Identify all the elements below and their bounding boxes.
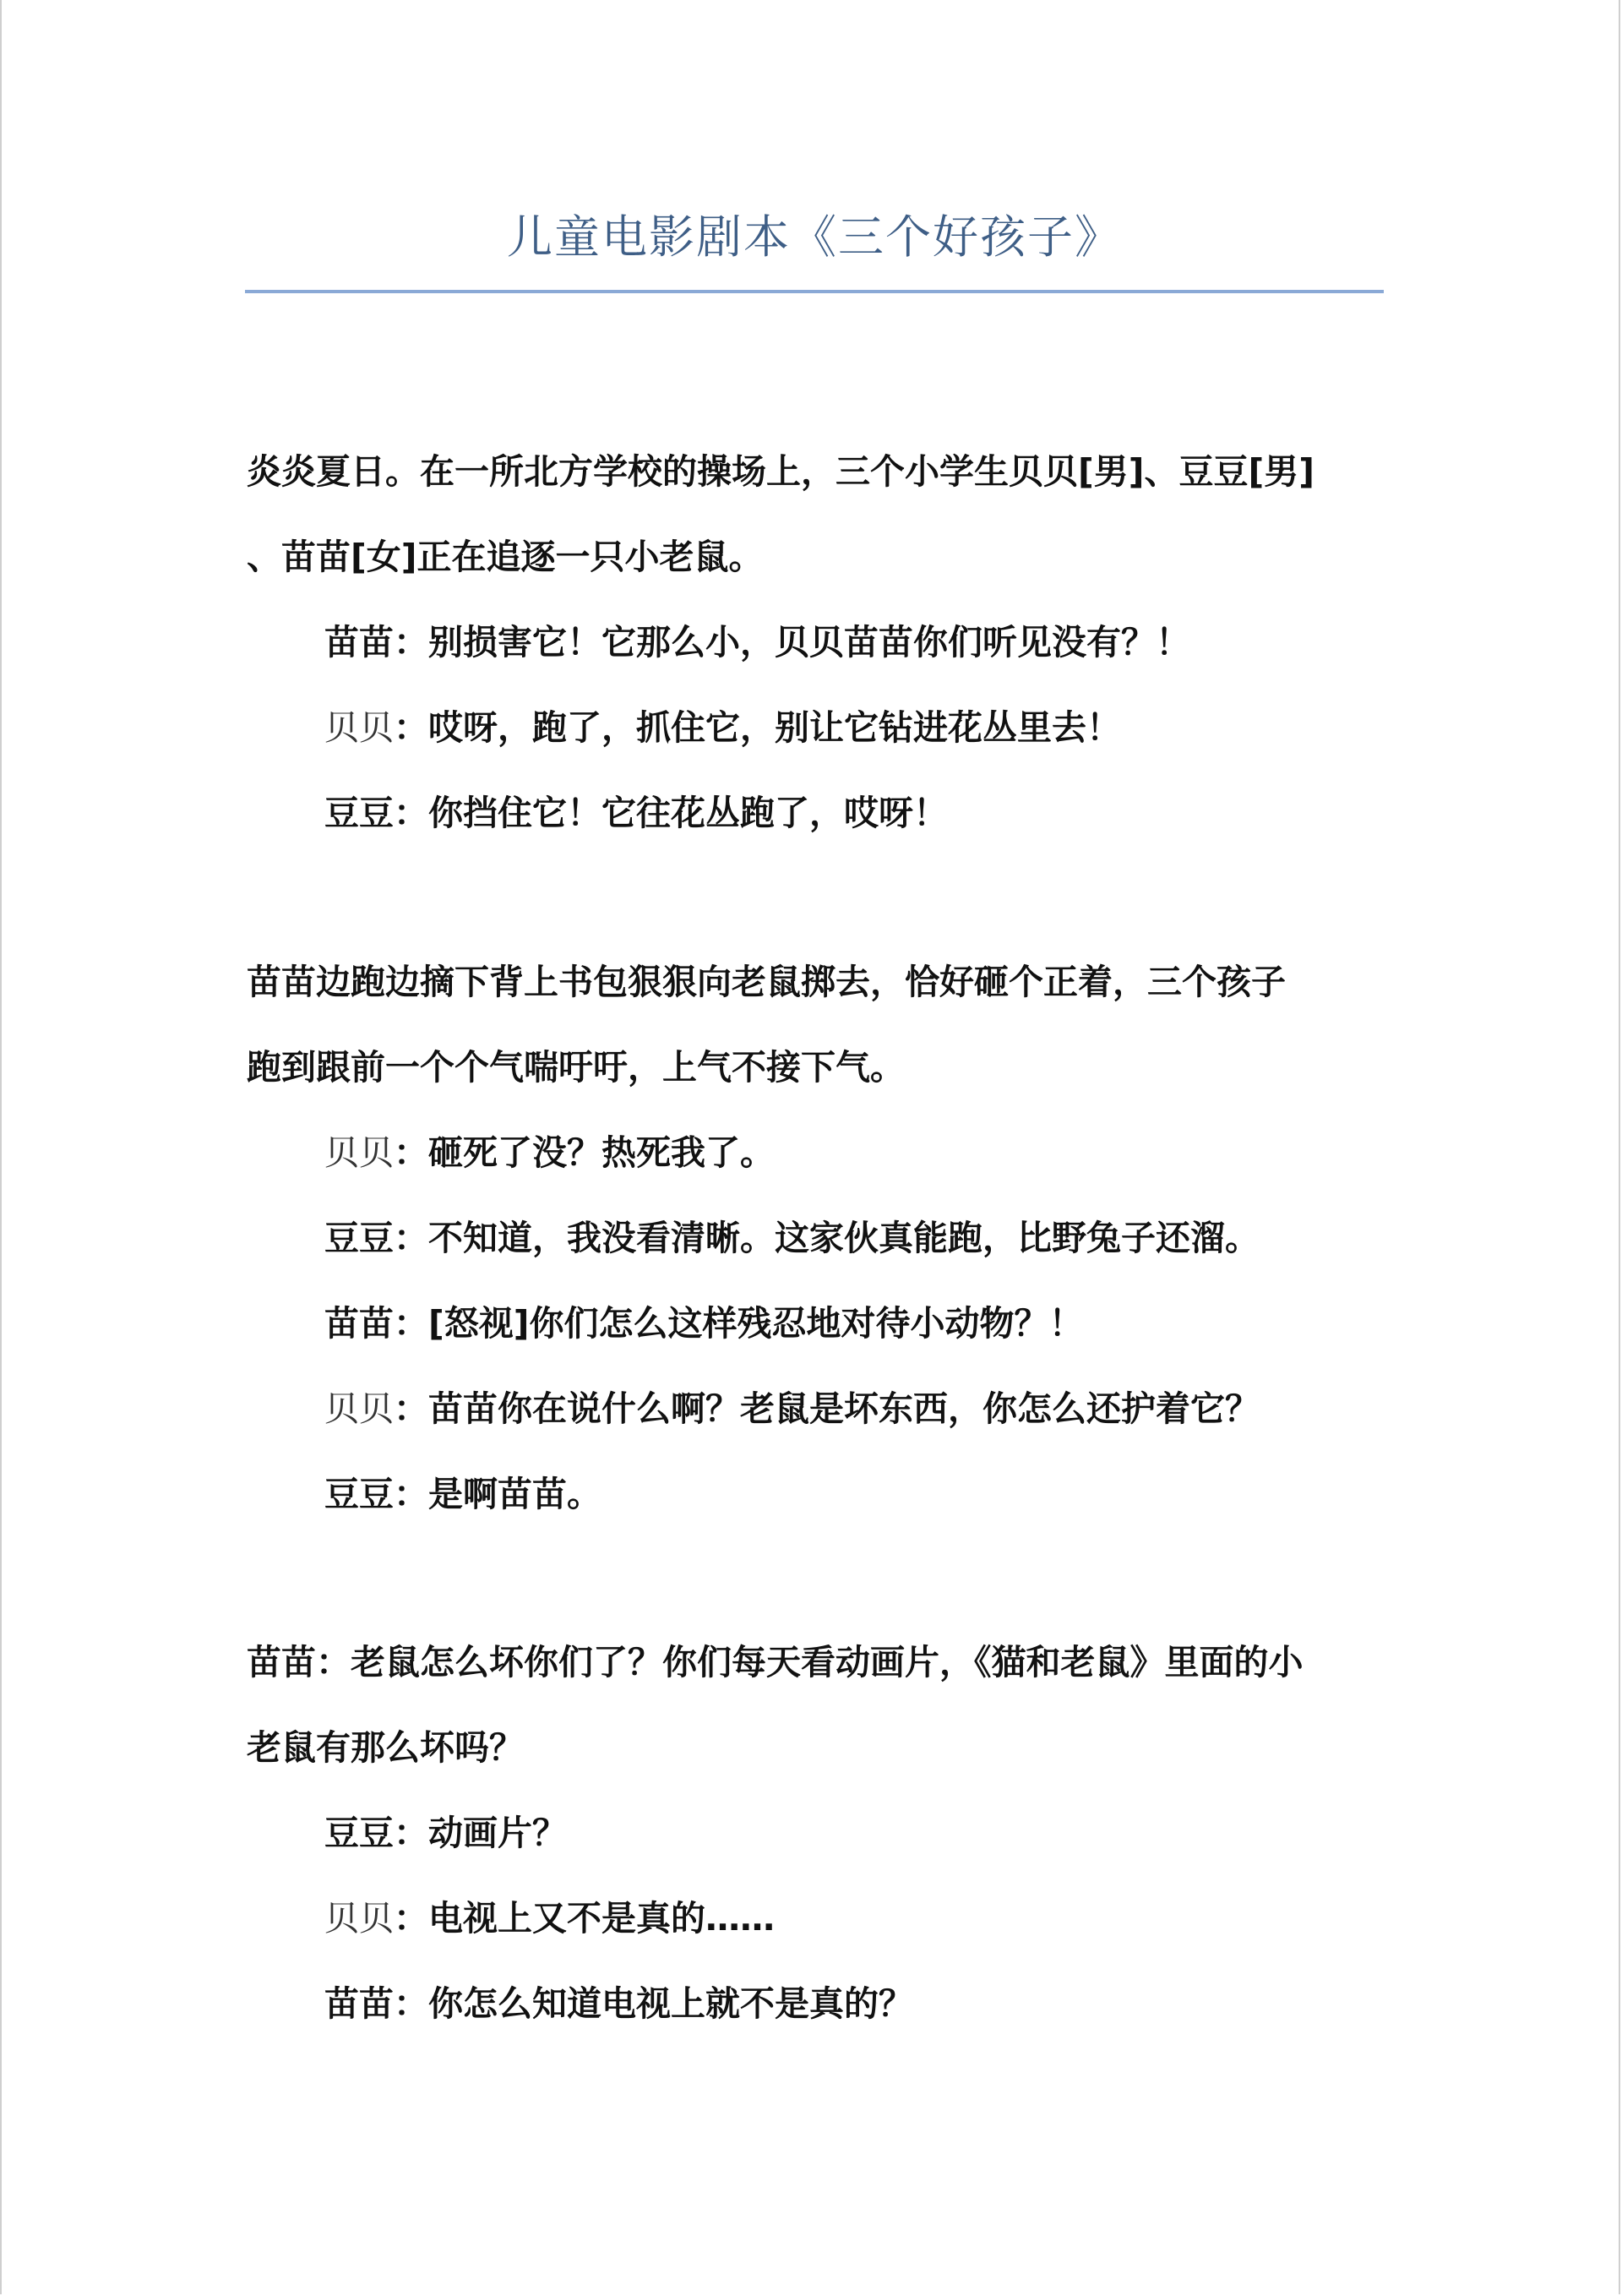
dialogue-line: 苗苗：你怎么知道电视上就不是真的？ xyxy=(324,1983,913,2024)
speaker-name: 苗苗 xyxy=(324,622,394,663)
speaker-name: 豆豆 xyxy=(324,1813,394,1853)
dialogue-line: 豆豆：你挡住它！它往花丛跑了，哎呀！ xyxy=(324,793,948,833)
dialogue-text: 哎呀，跑了，抓住它，别让它钻进花丛里去！ xyxy=(428,707,1121,748)
dialogue-text: 砸死了没？热死我了。 xyxy=(428,1132,775,1173)
dialogue-line: 贝贝：电视上又不是真的…… xyxy=(324,1898,775,1939)
dialogue-line: 苗苗：[怒视]你们怎么这样残忍地对待小动物？！ xyxy=(324,1303,1084,1344)
title-underline xyxy=(245,290,1384,293)
speaker-name: 豆豆 xyxy=(324,1474,394,1514)
speaker-name: 苗苗 xyxy=(324,1303,394,1344)
dialogue-text: 苗苗你在说什么啊？老鼠是坏东西，你怎么还护着它？ xyxy=(428,1388,1260,1429)
narration-line: 苗苗：老鼠怎么坏你们了？你们每天看动画片，《猫和老鼠》里面的小 xyxy=(247,1642,1304,1682)
dialogue-text: 电视上又不是真的…… xyxy=(428,1898,775,1939)
speaker-name: 贝贝 xyxy=(324,1388,394,1429)
dialogue-line: 豆豆：动画片？ xyxy=(324,1813,567,1853)
document-title: 儿童电影剧本《三个好孩子》 xyxy=(507,210,1122,264)
dialogue-text: 是啊苗苗。 xyxy=(428,1474,601,1514)
narration-line: 苗苗边跑边摘下背上书包狠狠向老鼠掷去，恰好砸个正着，三个孩子 xyxy=(247,962,1286,1002)
dialogue-line: 豆豆：是啊苗苗。 xyxy=(324,1474,601,1514)
dialogue-text: 你怎么知道电视上就不是真的？ xyxy=(428,1983,913,2024)
dialogue-line: 豆豆：不知道，我没看清晰。这家伙真能跑，比野兔子还溜。 xyxy=(324,1218,1260,1258)
dialogue-text: [怒视]你们怎么这样残忍地对待小动物？！ xyxy=(428,1303,1084,1344)
narration-line: 跑到跟前一个个气喘吁吁，上气不接下气。 xyxy=(247,1047,905,1088)
speaker-name: 贝贝 xyxy=(324,1132,394,1173)
speaker-name: 贝贝 xyxy=(324,1898,394,1939)
speaker-name: 豆豆 xyxy=(324,1218,394,1258)
paragraph-gap xyxy=(247,1537,1396,1620)
dialogue-text: 不知道，我没看清晰。这家伙真能跑，比野兔子还溜。 xyxy=(428,1218,1260,1258)
narration-line: 炎炎夏日。在一所北方学校的操场上，三个小学生贝贝[男]、豆豆[男] xyxy=(247,451,1314,492)
speaker-name: 贝贝 xyxy=(324,707,394,748)
dialogue-text: 动画片？ xyxy=(428,1813,567,1853)
speaker-name: 豆豆 xyxy=(324,793,394,833)
script-body xyxy=(247,429,1396,2047)
dialogue-line: 贝贝：哎呀，跑了，抓住它，别让它钻进花丛里去！ xyxy=(324,707,1121,748)
narration-line: 老鼠有那么坏吗？ xyxy=(247,1727,524,1768)
dialogue-line: 贝贝：苗苗你在说什么啊？老鼠是坏东西，你怎么还护着它？ xyxy=(324,1388,1260,1429)
dialogue-line: 苗苗：别损害它！它那么小，贝贝苗苗你们听见没有？！ xyxy=(324,622,1190,663)
dialogue-text: 别损害它！它那么小，贝贝苗苗你们听见没有？！ xyxy=(428,622,1190,663)
dialogue-line: 贝贝：砸死了没？热死我了。 xyxy=(324,1132,775,1173)
speaker-name: 苗苗 xyxy=(324,1983,394,2024)
paragraph-gap xyxy=(247,856,1396,940)
dialogue-text: 你挡住它！它往花丛跑了，哎呀！ xyxy=(428,793,948,833)
narration-line: 、苗苗[女]正在追逐一只小老鼠。 xyxy=(247,537,764,577)
